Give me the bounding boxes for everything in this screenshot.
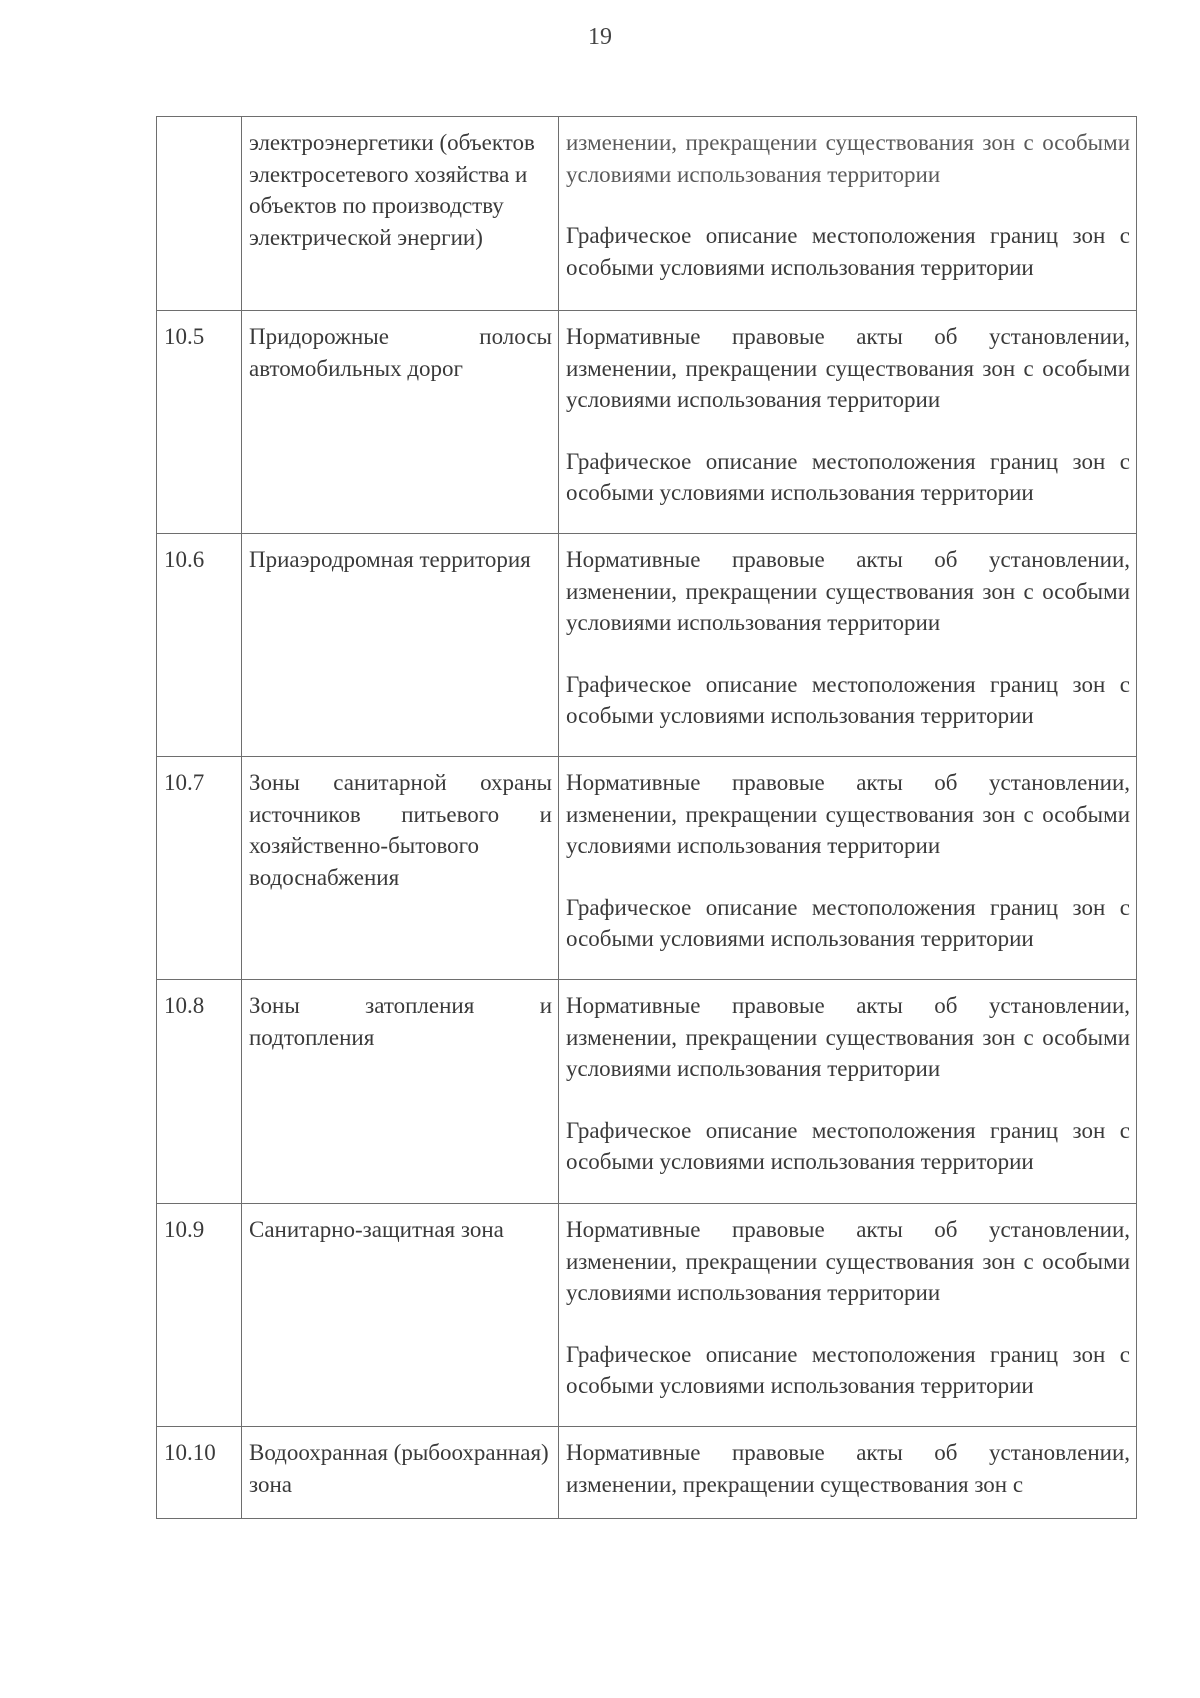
document-text: Нормативные правовые акты об установлении, изменении, прекращении существования зон с особыми условиями использования территории bbox=[566, 993, 1130, 1081]
document-text: Нормативные правовые акты об установлении, изменении, прекращении существования зон с особыми условиями использования территории bbox=[566, 770, 1130, 858]
document-text: Нормативные правовые акты об установлении, изменении, прекращении существования зон с bbox=[566, 1440, 1130, 1497]
row-number: 10.8 bbox=[157, 980, 242, 1204]
row-number: 10.10 bbox=[157, 1427, 242, 1519]
row-number: 10.7 bbox=[157, 757, 242, 980]
table-row bbox=[157, 117, 1137, 311]
documents-cell bbox=[559, 980, 1137, 1204]
zone-name: Санитарно-защитная зона bbox=[242, 1204, 559, 1427]
zone-name: Зоны санитарной охраны источников питьевого и хозяйственно-бытового водоснабжения bbox=[242, 757, 559, 980]
document-text: Графическое описание местоположения границ зон с особыми условиями использования территории bbox=[566, 223, 1130, 280]
documents-cell bbox=[559, 1427, 1137, 1519]
document-text: изменении, прекращении существования зон с особыми условиями использования территории bbox=[566, 130, 1130, 187]
zone-name: Приаэродромная территория bbox=[242, 534, 559, 757]
document-text: Графическое описание местоположения границ зон с особыми условиями использования территории bbox=[566, 448, 1130, 505]
document-text: Графическое описание местоположения границ зон с особыми условиями использования территории bbox=[566, 1117, 1130, 1174]
documents-cell bbox=[559, 117, 1137, 311]
zone-name: электроэнергетики (объектов электросетевого хозяйства и объектов по производству электрической энергии) bbox=[242, 117, 559, 311]
row-number bbox=[157, 117, 242, 311]
row-number: 10.6 bbox=[157, 534, 242, 757]
table-row bbox=[157, 1427, 1137, 1519]
documents-cell bbox=[559, 311, 1137, 534]
row-number: 10.9 bbox=[157, 1204, 242, 1427]
row-number: 10.5 bbox=[157, 311, 242, 534]
table-row bbox=[157, 311, 1137, 534]
zones-table bbox=[156, 116, 1137, 1519]
document-text: Графическое описание местоположения границ зон с особыми условиями использования территории bbox=[566, 671, 1130, 728]
table-row bbox=[157, 757, 1137, 980]
document-text: Нормативные правовые акты об установлении, изменении, прекращении существования зон с особыми условиями использования территории bbox=[566, 1217, 1130, 1305]
table-row bbox=[157, 534, 1137, 757]
documents-cell bbox=[559, 1204, 1137, 1427]
zone-name: Зоны затопления и подтопления bbox=[242, 980, 559, 1204]
table-row bbox=[157, 1204, 1137, 1427]
document-text: Нормативные правовые акты об установлении, изменении, прекращении существования зон с особыми условиями использования территории bbox=[566, 324, 1130, 412]
document-text: Нормативные правовые акты об установлении, изменении, прекращении существования зон с особыми условиями использования территории bbox=[566, 547, 1130, 635]
page-number: 19 bbox=[588, 24, 612, 50]
documents-cell bbox=[559, 757, 1137, 980]
zone-name: Придорожные полосы автомобильных дорог bbox=[242, 311, 559, 534]
document-text: Графическое описание местоположения границ зон с особыми условиями использования территории bbox=[566, 1341, 1130, 1398]
documents-cell bbox=[559, 534, 1137, 757]
document-text: Графическое описание местоположения границ зон с особыми условиями использования территории bbox=[566, 894, 1130, 951]
zone-name: Водоохранная (рыбоохранная) зона bbox=[242, 1427, 559, 1519]
table-row bbox=[157, 980, 1137, 1204]
